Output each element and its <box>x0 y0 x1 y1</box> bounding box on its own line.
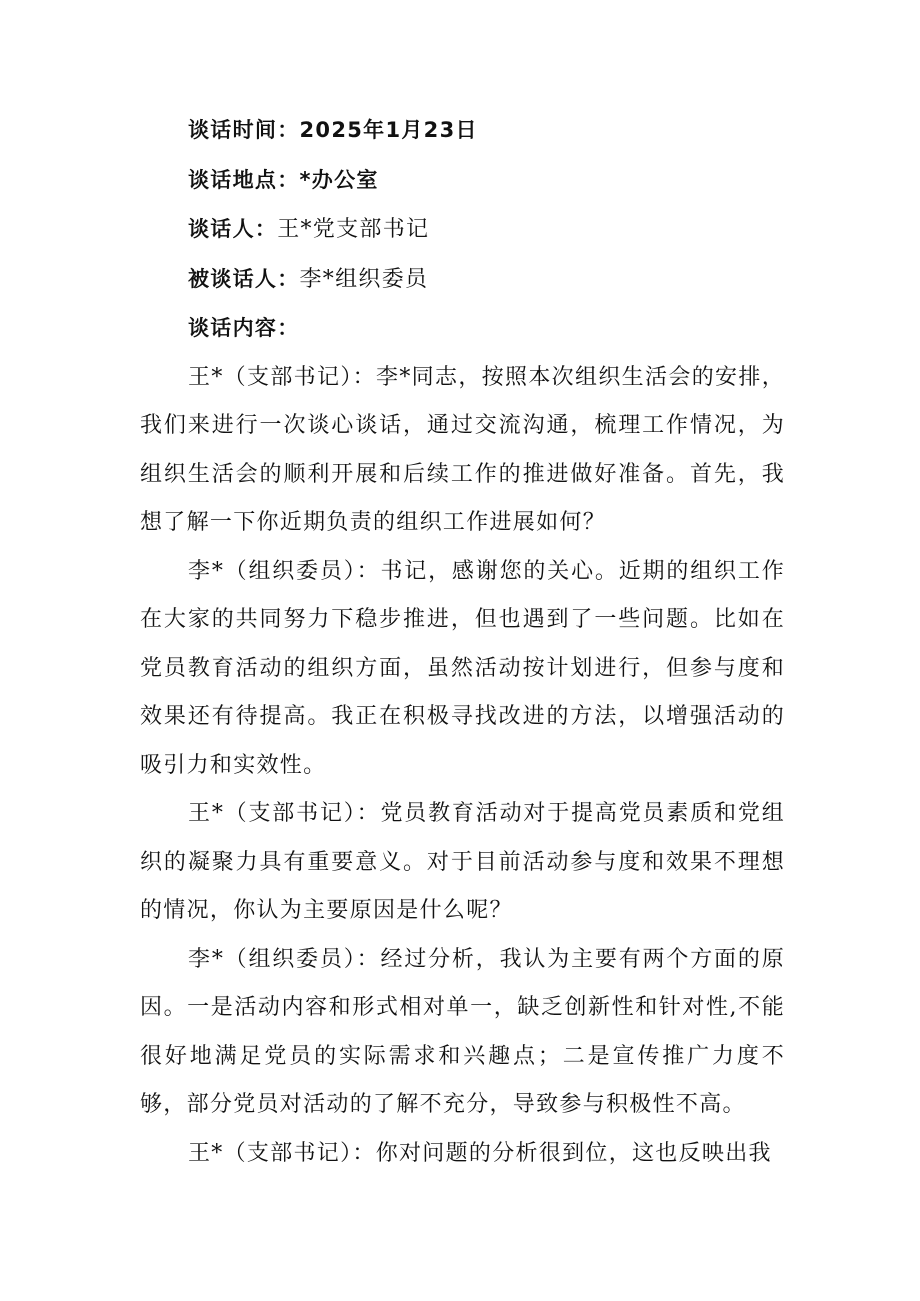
talk-time-value: 2025年1月23日 <box>299 118 478 142</box>
speaker-label: 谈话人： <box>188 217 278 241</box>
talk-place-line <box>140 156 785 206</box>
talk-place-label: 谈话地点： <box>188 167 300 192</box>
content-heading: 谈话内容： <box>188 316 300 340</box>
dialogue-paragraph-3: 王*（支部书记）：党员教育活动对于提高党员素质和党组织的凝聚力具有重要意义。对于目前活动参与度和效果不理想的情况，你认为主要原因是什么呢？ <box>140 801 785 923</box>
speaker-line <box>140 205 785 255</box>
speaker-value: 王*党支部书记 <box>277 217 430 242</box>
content-heading-line <box>140 304 785 354</box>
dialogue-paragraph-1: 王*（支部书记）：李*同志，按照本次组织生活会的安排，我们来进行一次谈心谈话，通过交流沟通，梳理工作情况，为组织生活会的顺利开展和后续工作的推进做好准备。首先，我想了解一下你近期负责的组织工作进展如何？ <box>140 364 785 535</box>
dialogue-paragraph-4: 李*（组织委员）：经过分析，我认为主要有两个方面的原因。一是活动内容和形式相对单一，缺乏创新性和针对性,不能很好地满足党员的实际需求和兴趣点；二是宣传推广力度不够，部分党员对活动的了解不充分，导致参与积极性不高。 <box>140 946 785 1117</box>
talk-place-value: *办公室 <box>299 167 379 192</box>
talk-time-label: 谈话时间： <box>188 118 300 142</box>
interviewee-value: 李*组织委员 <box>299 266 429 292</box>
talk-time-line <box>140 106 785 156</box>
document-body <box>140 106 785 1178</box>
interviewee-line <box>140 255 785 305</box>
dialogue-paragraph-2: 李*（组织委员）：书记，感谢您的关心。近期的组织工作在大家的共同努力下稳步推进，但也遇到了一些问题。比如在党员教育活动的组织方面，虽然活动按计划进行，但参与度和效果还有待提高。我正在积极寻找改进的方法，以增强活动的吸引力和实效性。 <box>140 558 785 778</box>
dialogue-paragraph-5: 王*（支部书记）：你对问题的分析很到位，这也反映出我 <box>188 1140 772 1166</box>
interviewee-label: 被谈话人： <box>188 266 300 291</box>
